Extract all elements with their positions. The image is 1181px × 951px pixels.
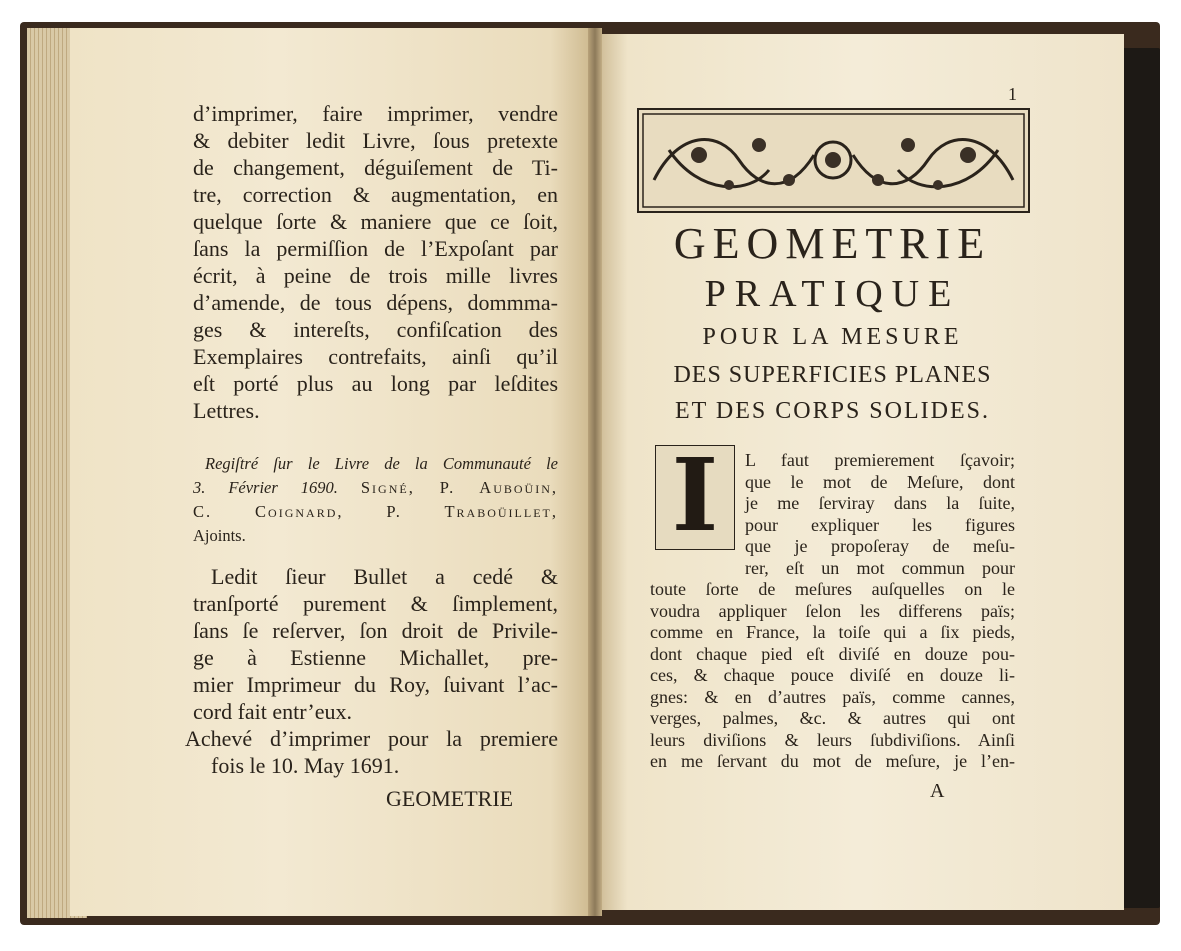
text-line: gnes: & en d’autres païs, comme cannes,	[650, 686, 1015, 707]
text-line: Ledit ſieur Bullet a cedé &	[211, 564, 558, 589]
registration-date: 3. Février 1690.	[193, 478, 338, 497]
text-line: cord fait entr’eux.	[193, 699, 353, 724]
floral-ornament-icon	[639, 110, 1028, 211]
text-line: fois le 10. May 1691.	[211, 753, 400, 778]
body-text	[650, 579, 1015, 773]
text-line: ges & intereſts, confiſcation des	[193, 317, 558, 342]
text-line: que je propoſeray de meſu-	[745, 536, 1015, 556]
text-line: Achevé d’imprimer pour la premiere	[185, 726, 558, 751]
text-line: de changement, déguiſement de Ti-	[193, 155, 558, 180]
text-line: ſans la permiſſion de l’Expoſant par	[193, 236, 558, 261]
text-line: Regiſtré ſur le Livre de la Communauté le	[205, 454, 558, 473]
text-line: comme en France, la toiſe qui a ſix pieds,	[650, 622, 1015, 642]
signature-mark: A	[930, 780, 945, 802]
text-line: Signé, P. Auboüin,	[360, 478, 558, 497]
title-line-3: POUR LA MESURE	[702, 324, 963, 350]
text-line: tre, correction & augmentation, en	[193, 182, 558, 207]
text-line: ces, & chaque pouce diviſé en douze li-	[650, 665, 1015, 685]
privilege-text	[193, 100, 558, 424]
book-gutter	[588, 28, 602, 916]
text-line: en me ſervant du mot de meſure, je l’en-	[650, 751, 1015, 771]
title-line-2: PRATIQUE	[704, 273, 961, 315]
book-cover-edge	[1118, 48, 1160, 908]
decorative-headpiece	[637, 108, 1030, 213]
text-line: leurs diviſions & leurs ſubdiviſions. Ainſi	[650, 729, 1015, 750]
text-line: toute ſorte de meſures auſquelles on le	[650, 579, 1015, 599]
text-line: Exemplaires contrefaits, ainſi qu’il	[193, 344, 558, 369]
text-line: que le mot de Meſure, dont	[745, 471, 1015, 492]
text-line: écrit, à peine de trois mille livres	[193, 263, 558, 288]
text-line: quelque ſorte & maniere que ce ſoit,	[193, 209, 558, 234]
decorated-initial	[655, 445, 735, 550]
text-line: rer, eſt un mot commun pour	[745, 557, 1015, 578]
registration-note	[193, 452, 558, 548]
cession-text	[185, 563, 558, 779]
text-line: voudra appliquer ſelon les differens païs;	[650, 600, 1015, 621]
title-line-1: GEOMETRIE	[673, 219, 992, 268]
text-line: Lettres.	[193, 398, 260, 423]
page-number: 1	[1008, 84, 1017, 104]
text-line: ge à Estienne Michallet, pre-	[193, 645, 558, 670]
drop-cap-letter: I	[671, 445, 719, 550]
text-line: je me ſerviray dans la ſuite,	[745, 493, 1015, 513]
text-line: ſans ſe reſerver, ſon droit de Privile-	[193, 618, 558, 643]
title-line-5: ET DES CORPS SOLIDES.	[675, 398, 990, 424]
text-line: eſt porté plus au long par leſdites	[193, 371, 558, 396]
text-line: L faut premierement ſçavoir;	[745, 450, 1015, 470]
text-line: pour expliquer les figures	[745, 514, 1015, 535]
text-line: verges, palmes, &c. & autres qui ont	[650, 708, 1015, 728]
text-line: C. Coignard, P. Traboüillet,	[193, 502, 558, 521]
text-line: tranſporté purement & ſimplement,	[193, 591, 558, 616]
text-line: mier Imprimeur du Roy, ſuivant l’ac-	[193, 672, 558, 697]
text-line: & debiter ledit Livre, ſous pretexte	[193, 128, 558, 153]
text-line: d’imprimer, faire imprimer, vendre	[193, 101, 558, 126]
body-text-indented	[745, 450, 1015, 579]
text-line: d’amende, de tous dépens, dommma-	[193, 290, 558, 315]
catchword: GEOMETRIE	[386, 786, 514, 811]
title-line-4: DES SUPERFICIES PLANES	[673, 362, 992, 388]
text-line: dont chaque pied eſt diviſé en douze pou-	[650, 643, 1015, 664]
text-line: Ajoints.	[193, 526, 246, 545]
